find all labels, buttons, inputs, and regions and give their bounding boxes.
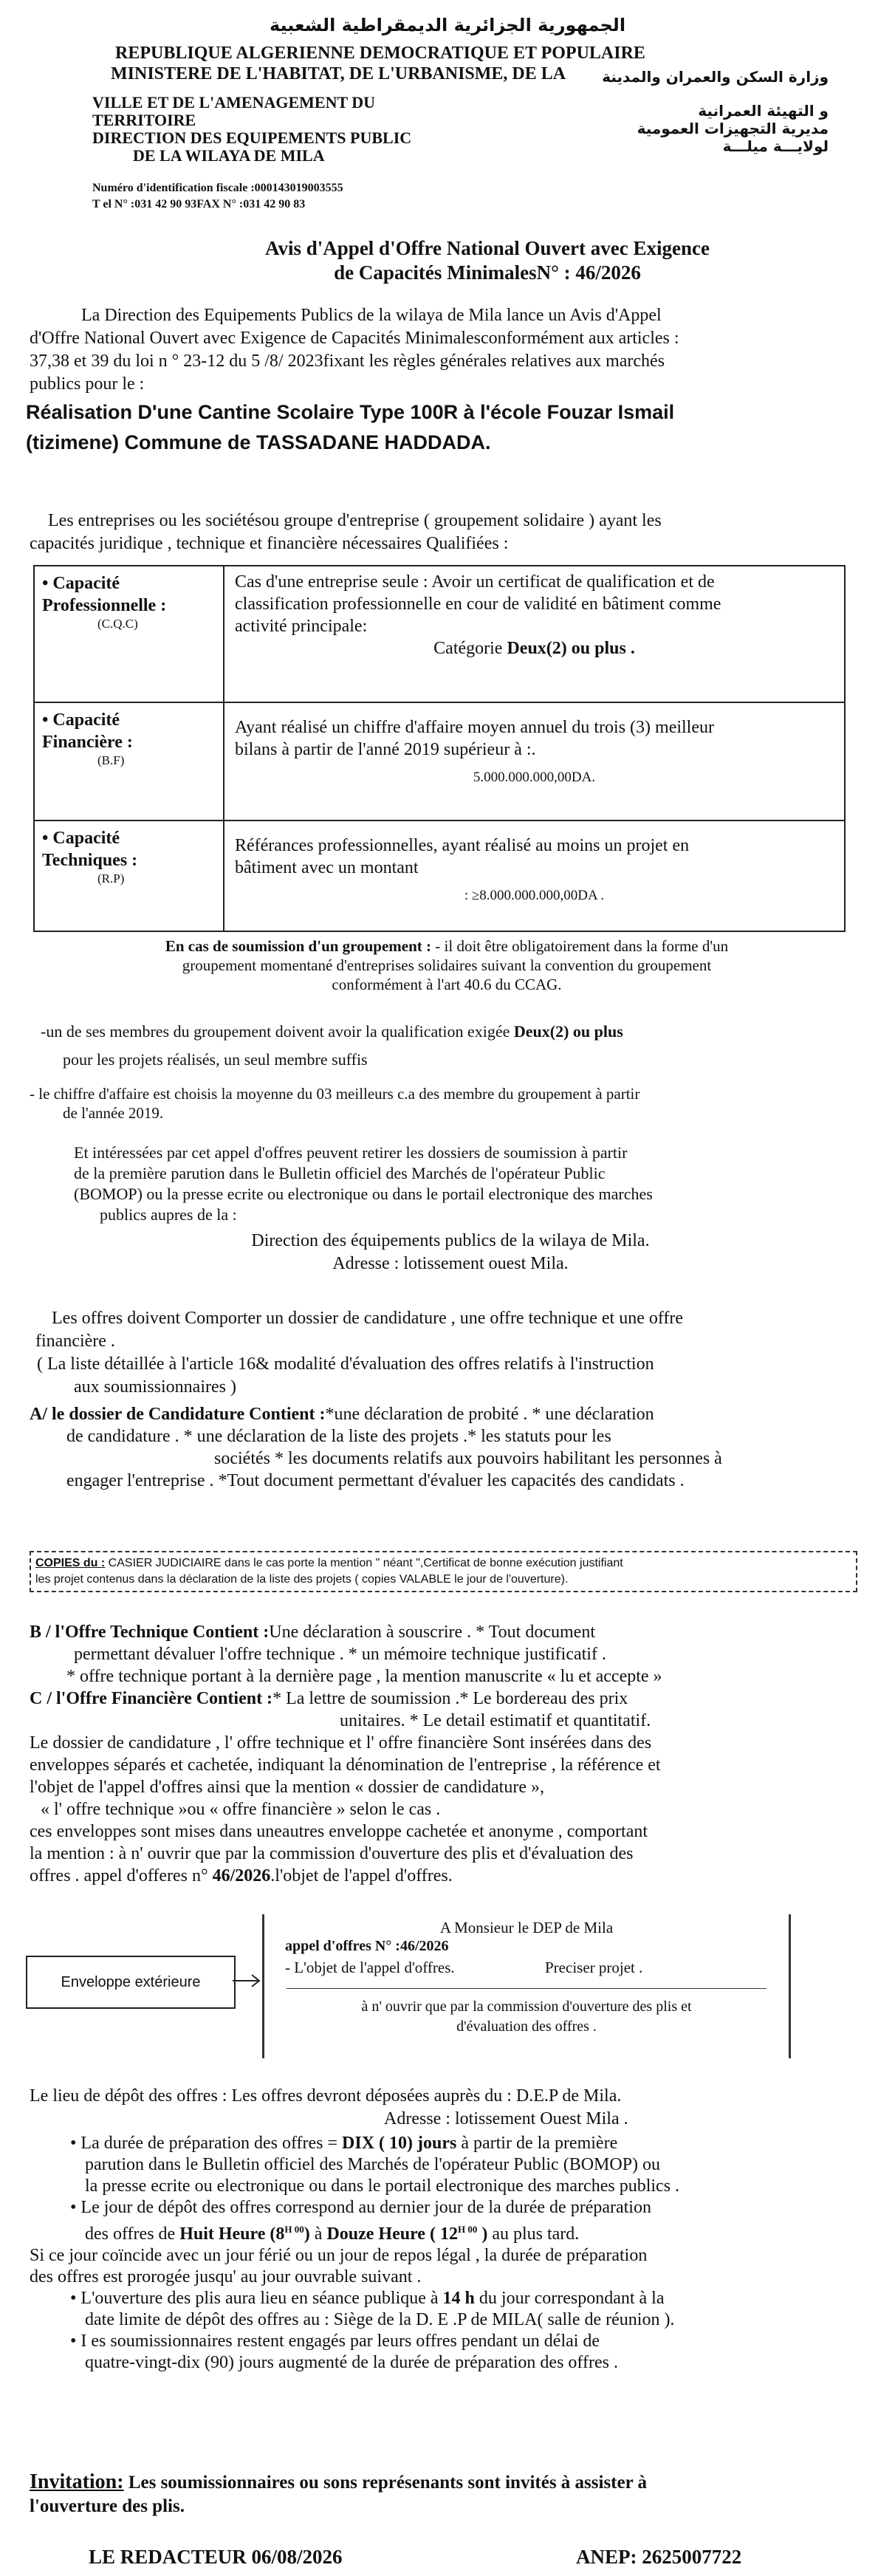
notice-title xyxy=(222,236,753,285)
hours-end-close: ) xyxy=(477,2224,488,2244)
fiscal-info xyxy=(92,180,343,213)
financial-text: * La lettre de soumission .* Le bordereau des prix xyxy=(272,1689,628,1708)
deposit-day-line: • Le jour de dépôt des offres correspond au dernier jour de la durée de préparation xyxy=(70,2198,651,2217)
direction-line: DIRECTION DES EQUIPEMENTS PUBLIC xyxy=(92,129,412,147)
capacity-label xyxy=(34,821,224,931)
members-line: pour les projets réalisés, un seul membre suffis xyxy=(63,1050,368,1069)
arabic-ministry-header xyxy=(592,68,829,155)
capacity-text-line: Référances professionnelles, ayant réalisé au moins un projet en xyxy=(235,836,690,855)
envelope-open-line: à n' ouvrir que par la commission d'ouverture des plis et xyxy=(361,1998,692,2015)
retrieval-address-line: Adresse : lotissement ouest Mila. xyxy=(332,1254,569,1273)
capacity-category xyxy=(235,637,834,660)
duration-line: la presse ecrite ou electronique ou dans le portail electronique des marches publics . xyxy=(85,2176,680,2196)
capacity-row-financial xyxy=(34,702,845,821)
envelopes-line: Le dossier de candidature , l' offre technique et l' offre financière Sont insérées dans des xyxy=(30,1733,652,1753)
ministry-line: MINISTERE DE L'HABITAT, DE L'URBANISME, DE LA xyxy=(111,64,566,83)
outer-envelope-box: Enveloppe extérieure xyxy=(26,1956,236,2009)
hours-start-close: ) xyxy=(304,2224,310,2244)
envelopes-paragraph xyxy=(30,1732,871,1887)
envelope-label-panel xyxy=(262,1914,791,2058)
financial-line xyxy=(30,1688,871,1710)
envelope-open-line: d'évaluation des offres . xyxy=(456,2018,597,2035)
opening-line: • L'ouverture des plis aura lieu en séance publique à 14 h du jour correspondant à la xyxy=(70,2289,665,2308)
technical-line: permettant dévaluer l'offre technique . * un mémoire technique justificatif . xyxy=(74,1645,606,1664)
capacity-text-line: Ayant réalisé un chiffre d'affaire moyen annuel du trois (3) meilleur xyxy=(235,718,714,737)
wilaya-line: DE LA WILAYA DE MILA xyxy=(133,146,325,165)
envelope-recipient: A Monsieur le DEP de Mila xyxy=(439,1919,614,1936)
opening-text: L'ouverture des plis aura lieu en séance publique à xyxy=(80,2289,443,2308)
deposit-hours-line xyxy=(30,2219,875,2245)
direction-header xyxy=(92,94,462,165)
copies-heading: COPIES du : xyxy=(35,1557,106,1569)
retrieval-paragraph xyxy=(30,1143,871,1275)
candidature-section xyxy=(30,1403,871,1492)
project-line: (tizimene) Commune de TASSADANE HADDADA. xyxy=(26,431,491,453)
envelope-project-hint: Preciser projet . xyxy=(545,1959,643,1976)
candidature-text: *une déclaration de probité . * une déclaration xyxy=(325,1405,654,1424)
title-line-2: de Capacités MinimalesN° : 46/2026 xyxy=(334,261,641,284)
envelopes-text: offres . appel d'offeres n° xyxy=(30,1866,213,1885)
groupement-line: conformément à l'art 40.6 du CCAG. xyxy=(332,976,562,993)
envelopes-line: l'objet de l'appel d'offres ainsi que la mention « dossier de candidature », xyxy=(30,1778,544,1797)
technical-heading: B / l'Offre Technique Contient : xyxy=(30,1623,270,1642)
capacity-label-line: • Capacité xyxy=(42,829,120,848)
groupement-members xyxy=(41,1018,860,1074)
capacity-label-line: Professionnelle : xyxy=(42,596,167,615)
candidature-line: sociétés * les documents relatifs aux pouvoirs habilitant les personnes à xyxy=(214,1449,722,1468)
capacity-text-line: bilans à partir de l'anné 2019 supérieur à :. xyxy=(235,740,536,759)
capacity-amount: : ≥8.000.000.000,00DA . xyxy=(464,888,605,903)
capacity-label xyxy=(34,566,224,702)
capacity-text xyxy=(224,702,845,821)
invitation-line: l'ouverture des plis. xyxy=(30,2496,185,2516)
duration-value: DIX ( 10) jours xyxy=(342,2134,457,2153)
retrieval-line: publics aupres de la : xyxy=(100,1205,237,1224)
hours-text: au plus tard. xyxy=(487,2224,580,2244)
capacity-abbr: (C.Q.C) xyxy=(97,617,138,631)
invitation-line xyxy=(30,2470,871,2495)
candidature-line: de candidature . * une déclaration de la liste des projets .* les statuts pour les xyxy=(66,1427,611,1446)
offers-line: financière . xyxy=(35,1332,115,1351)
groupement-line xyxy=(30,936,864,956)
arabic-wilaya-line: لولايـــة ميلـــة xyxy=(722,137,829,155)
retrieval-line: (BOMOP) ou la presse ecrite ou electronique ou dans le portail electronique des marches xyxy=(74,1185,653,1203)
members-text: -un de ses membres du groupement doivent avoir la qualification exigée xyxy=(41,1022,514,1041)
copies-notice-box xyxy=(30,1551,857,1592)
capacity-text-line: classification professionnelle en cour de validité en bâtiment comme xyxy=(235,595,721,614)
copies-line xyxy=(35,1555,851,1572)
arabic-republic-header: الجمهورية الجزائرية الديمقراطية الشعبية xyxy=(269,15,626,35)
offers-line: Les offres doivent Comporter un dossier de candidature , une offre technique et une offre xyxy=(52,1309,684,1328)
envelope-object: - L'objet de l'appel d'offres. xyxy=(285,1959,455,1976)
arabic-ministry-line: وزارة السكن والعمران والمدينة xyxy=(602,68,829,86)
candidature-line: engager l'entreprise . *Tout document permettant d'évaluer les capacités des candidats . xyxy=(66,1471,685,1490)
right-arrow-icon xyxy=(233,1964,262,1997)
opening-time: 14 h xyxy=(442,2289,475,2308)
hours-end-sup: H 00 xyxy=(457,2224,478,2235)
capacity-text-line: bâtiment avec un montant xyxy=(235,858,419,877)
offers-line: ( La liste détaillée à l'article 16& modalité d'évaluation des offres relatifs à l'instruction xyxy=(37,1354,654,1374)
tel-fax: T el N° :031 42 90 93FAX N° :031 42 90 83 xyxy=(92,198,306,210)
hours-end: Douze Heure ( 12 xyxy=(326,2224,458,2244)
category-value: Deux(2) ou plus . xyxy=(507,639,635,658)
republic-line: REPUBLIQUE ALGERIENNE DEMOCRATIQUE ET POPULAIRE xyxy=(115,44,645,63)
capacity-text xyxy=(224,821,845,931)
tender-number: 46/2026 xyxy=(212,1866,271,1885)
offers-paragraph xyxy=(30,1307,871,1399)
intro-paragraph xyxy=(30,304,864,396)
validity-line: quatre-vingt-dix (90) jours augmenté de la durée de préparation des offres . xyxy=(85,2353,618,2372)
groupement-heading: En cas de soumission d'un groupement : xyxy=(165,937,432,955)
financial-heading: C / l'Offre Financière Contient : xyxy=(30,1689,273,1708)
envelope-reference: appel d'offres N° :46/2026 xyxy=(285,1938,449,1954)
groupement-text: - il doit être obligatoirement dans la forme d'un xyxy=(431,937,729,955)
retrieval-address-line: Direction des équipements publics de la wilaya de Mila. xyxy=(251,1231,650,1250)
hours-start-sup: H 00 xyxy=(284,2224,304,2235)
invitation-paragraph xyxy=(30,2470,871,2518)
invitation-text: Les soumissionnaires ou sons représenants sont invités à assister à xyxy=(123,2473,648,2493)
intro-line: 37,38 et 39 du loi n ° 23-12 du 5 /8/ 2023fixant les règles générales relatives aux marchés xyxy=(30,352,665,371)
ministry-line-2: VILLE ET DE L'AMENAGEMENT DU TERRITOIRE xyxy=(92,93,376,129)
turnover-line: - le chiffre d'affaire est choisis la moyenne du 03 meilleurs c.a des membre du groupement à partir xyxy=(30,1085,640,1103)
retrieval-line: de la première parution dans le Bulletin officiel des Marchés de l'opérateur Public xyxy=(74,1164,606,1182)
capacity-row-professional xyxy=(34,566,845,702)
copies-text: CASIER JUDICIAIRE dans le cas porte la mention " néant ",Certificat de bonne exécution justifiant xyxy=(105,1557,623,1569)
hours-text: à xyxy=(309,2224,327,2244)
envelope-divider xyxy=(287,1988,767,1989)
capacity-amount: 5.000.000.000,00DA. xyxy=(473,770,596,785)
capacities-table xyxy=(33,565,846,932)
holiday-line: des offres est prorogée jusqu' au jour ouvrable suivant . xyxy=(30,2267,422,2286)
intro-line: d'Offre National Ouvert avec Exigence de Capacités Minimalesconformément aux articles : xyxy=(30,329,679,348)
eligibility-paragraph xyxy=(30,510,864,555)
turnover-line: de l'année 2019. xyxy=(63,1104,164,1122)
eligibility-line: Les entreprises ou les sociétésou groupe d'entreprise ( groupement solidaire ) ayant les xyxy=(48,511,662,530)
envelopes-text: .l'objet de l'appel d'offres. xyxy=(270,1866,453,1885)
financial-line: unitaires. * Le detail estimatif et quantitatif. xyxy=(340,1711,651,1730)
fiscal-id: Numéro d'identification fiscale :000143019003555 xyxy=(92,182,343,194)
envelope-open-note xyxy=(264,1997,789,2037)
members-category: Deux(2) ou plus xyxy=(513,1022,623,1041)
capacity-label-line: Techniques : xyxy=(42,851,138,870)
holiday-line: Si ce jour coïncide avec un jour férié ou un jour de repos légal , la durée de préparation xyxy=(30,2246,648,2265)
capacity-label-line: Financière : xyxy=(42,733,133,752)
capacity-label-line: • Capacité xyxy=(42,710,120,730)
financial-offer-section xyxy=(30,1688,871,1732)
project-line: Réalisation D'une Cantine Scolaire Type 100R à l'école Fouzar Ismail xyxy=(26,401,675,423)
groupement-turnover xyxy=(30,1084,871,1123)
envelopes-line: enveloppes séparés et cachetée, indiquant la dénomination de l'entreprise , la référence et xyxy=(30,1755,661,1775)
envelopes-line: ces enveloppes sont mises dans uneautres enveloppe cachetée et anonyme , comportant xyxy=(30,1822,648,1841)
deposit-line: Adresse : lotissement Ouest Mila . xyxy=(384,2109,628,2128)
intro-line: publics pour le : xyxy=(30,374,145,394)
technical-line: * offre technique portant à la dernière page , la mention manuscrite « lu et accepte » xyxy=(66,1667,662,1686)
capacity-text-line: activité principale: xyxy=(235,617,368,636)
opening-text: du jour correspondant à la xyxy=(474,2289,665,2308)
envelopes-line: « l' offre technique »ou « offre financière » selon le cas . xyxy=(41,1800,441,1819)
title-line-1: Avis d'Appel d'Offre National Ouvert avec Exigence xyxy=(265,237,710,259)
groupement-line: groupement momentané d'entreprises solidaires suivant la convention du groupement xyxy=(182,956,712,974)
duration-line: parution dans le Bulletin officiel des Marchés de l'opérateur Public (BOMOP) ou xyxy=(85,2155,661,2174)
intro-line: La Direction des Equipements Publics de la wilaya de Mila lance un Avis d'Appel xyxy=(81,306,662,325)
technical-line xyxy=(30,1621,871,1643)
anep-reference: ANEP: 2625007722 xyxy=(576,2546,742,2568)
duration-line: • La durée de préparation des offres = DIX ( 10) jours à partir de la première xyxy=(70,2134,618,2153)
project-title xyxy=(26,397,875,458)
arabic-urbanism-line: و التهيئة العمرانية xyxy=(698,102,829,120)
capacity-row-technical xyxy=(34,821,845,931)
technical-offer-section xyxy=(30,1621,871,1688)
deposit-day-text: Le jour de dépôt des offres correspond au dernier jour de la durée de préparation xyxy=(80,2198,651,2217)
redacteur-signature: LE REDACTEUR 06/08/2026 xyxy=(89,2546,343,2568)
duration-text: à partir de la première xyxy=(456,2134,618,2153)
envelopes-line: la mention : à n' ouvrir que par la commission d'ouverture des plis et d'évaluation des xyxy=(30,1844,634,1863)
validity-line: • I es soumissionnaires restent engagés par leurs offres pendant un délai de xyxy=(70,2332,600,2351)
groupement-paragraph xyxy=(30,936,864,994)
capacity-text-line: Cas d'une entreprise seule : Avoir un certificat de qualification et de xyxy=(235,572,715,592)
deposit-line: Le lieu de dépôt des offres : Les offres devront déposées auprès du : D.E.P de Mila. xyxy=(30,2086,622,2106)
conditions-list xyxy=(30,2133,875,2374)
opening-line: date limite de dépôt des offres au : Siège de la D. E .P de MILA( salle de réunion ). xyxy=(85,2310,675,2329)
copies-line: les projet contenus dans la déclaration de la liste des projets ( copies VALABLE le jour de l'ouverture). xyxy=(35,1573,569,1586)
candidature-heading: A/ le dossier de Candidature Contient : xyxy=(30,1405,326,1424)
capacity-label-line: • Capacité xyxy=(42,574,120,593)
candidature-line xyxy=(30,1403,871,1425)
capacity-text xyxy=(224,566,845,702)
offers-line: aux soumissionnaires ) xyxy=(74,1377,236,1397)
arabic-direction-line: مديرية التجهيزات العمومية xyxy=(637,120,829,137)
deposit-paragraph xyxy=(30,2085,871,2131)
hours-text: des offres de xyxy=(85,2224,180,2244)
capacity-abbr: (R.P) xyxy=(97,871,125,886)
category-label: Catégorie xyxy=(433,639,507,658)
members-line xyxy=(41,1018,860,1046)
capacity-abbr: (B.F) xyxy=(97,753,125,767)
validity-text: I es soumissionnaires restent engagés par leurs offres pendant un délai de xyxy=(80,2332,600,2351)
technical-text: Une déclaration à souscrire . * Tout document xyxy=(269,1623,595,1642)
eligibility-line: capacités juridique , technique et financière nécessaires Qualifiées : xyxy=(30,534,509,553)
invitation-heading: Invitation: xyxy=(30,2470,124,2493)
duration-text: La durée de préparation des offres = xyxy=(80,2134,343,2153)
hours-start: Huit Heure (8 xyxy=(179,2224,285,2244)
retrieval-line: Et intéressées par cet appel d'offres peuvent retirer les dossiers de soumission à partir xyxy=(74,1143,628,1162)
capacity-label xyxy=(34,702,224,821)
envelopes-line xyxy=(30,1865,871,1887)
